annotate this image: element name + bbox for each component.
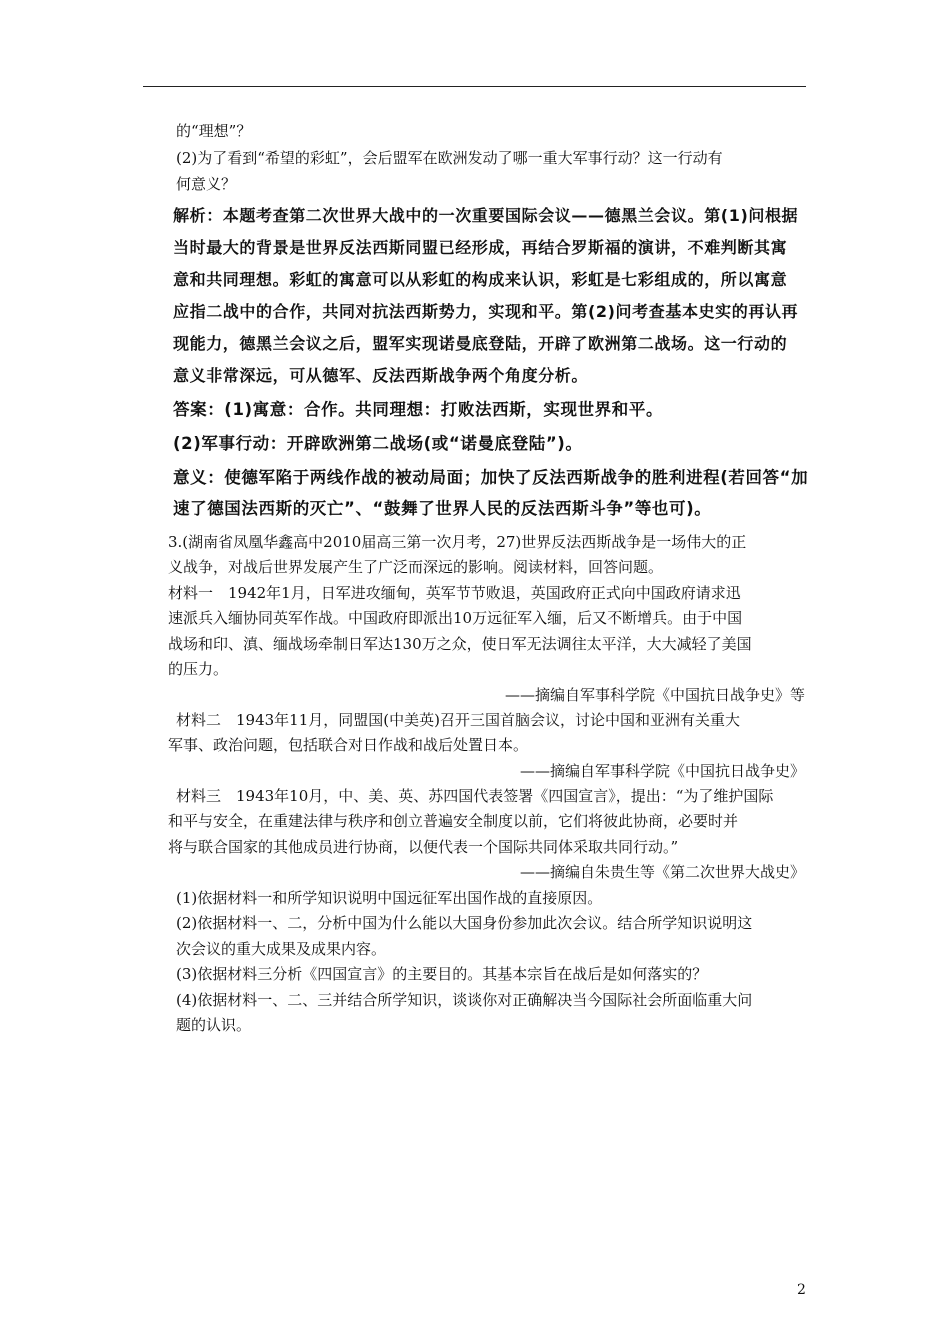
answer-line: 速了德国法西斯的灭亡”、“鼓舞了世界人民的反法西斯斗争”等也可)。 xyxy=(173,499,712,518)
material-source: ——摘编自军事科学院《中国抗日战争史》等 xyxy=(504,686,805,704)
material-line: 速派兵入缅协同英军作战。中国政府即派出10万远征军入缅，后又不断增兵。由于中国 xyxy=(168,609,743,627)
sub-question: (3)依据材料三分析《四国宣言》的主要目的。其基本宗旨在战后是如何落实的？ xyxy=(176,965,708,983)
question-text: (2)为了看到“希望的彩虹”，会后盟军在欧洲发动了哪一重大军事行动？这一行动有 xyxy=(176,149,723,167)
material-line: 军事、政治问题，包括联合对日作战和战后处置日本。 xyxy=(168,736,529,754)
analysis-line: 当时最大的背景是世界反法西斯同盟已经形成，再结合罗斯福的演讲，不难判断其寓 xyxy=(173,238,788,257)
sub-question: (2)依据材料一、二，分析中国为什么能以大国身份参加此次会议。结合所学知识说明这 xyxy=(176,914,753,932)
sub-question: (4)依据材料一、二、三并结合所学知识，谈谈你对正确解决当今国际社会所面临重大问 xyxy=(176,991,753,1009)
answer-line: 意义：使德军陷于两线作战的被动局面；加快了反法西斯战争的胜利进程(若回答“加 xyxy=(173,468,809,487)
page-number: 2 xyxy=(797,1282,806,1298)
question-text: 的“理想”？ xyxy=(176,122,252,140)
answer-line: 答案：(1)寓意：合作。共同理想：打败法西斯，实现世界和平。 xyxy=(173,400,664,419)
sub-question: (1)依据材料一和所学知识说明中国远征军出国作战的直接原因。 xyxy=(176,889,603,907)
material-line: 将与联合国家的其他成员进行协商，以便代表一个国际共同体采取共同行动。” xyxy=(168,838,679,856)
analysis-line: 现能力，德黑兰会议之后，盟军实现诺曼底登陆，开辟了欧洲第二战场。这一行动的 xyxy=(173,334,788,353)
material-line: 和平与安全，在重建法律与秩序和创立普遍安全制度以前，它们将彼此协商，必要时并 xyxy=(168,812,739,830)
question3-intro: 3.(湖南省凤凰华鑫高中2010届高三第一次月考，27)世界反法西斯战争是一场伟大的正 xyxy=(168,533,747,551)
material-source: ——摘编自军事科学院《中国抗日战争史》 xyxy=(519,762,805,780)
material-line: 战场和印、滇、缅战场牵制日军达130万之众，使日军无法调往太平洋，大大减轻了美国 xyxy=(168,635,752,653)
question3-intro: 义战争，对战后世界发展产生了广泛而深远的影响。阅读材料，回答问题。 xyxy=(168,558,664,576)
analysis-line: 解析：本题考查第二次世界大战中的一次重要国际会议——德黑兰会议。第(1)问根据 xyxy=(173,206,799,225)
material-line: 材料一 1942年1月，日军进攻缅甸，英军节节败退，英国政府正式向中国政府请求迅 xyxy=(168,584,741,602)
material-line: 材料二 1943年11月，同盟国(中美英)召开三国首脑会议，讨论中国和亚洲有关重大 xyxy=(176,711,740,729)
material-line: 的压力。 xyxy=(168,660,229,678)
sub-question: 题的认识。 xyxy=(176,1016,252,1034)
question-text: 何意义？ xyxy=(176,175,237,193)
material-line: 材料三 1943年10月，中、美、英、苏四国代表签署《四国宣言》，提出：“为了维护国际 xyxy=(176,787,774,805)
material-source: ——摘编自朱贵生等《第二次世界大战史》 xyxy=(519,863,805,881)
sub-question: 次会议的重大成果及成果内容。 xyxy=(176,940,387,958)
analysis-line: 意和共同理想。彩虹的寓意可以从彩虹的构成来认识，彩虹是七彩组成的，所以寓意 xyxy=(173,270,788,289)
analysis-line: 应指二战中的合作，共同对抗法西斯势力，实现和平。第(2)问考查基本史实的再认再 xyxy=(173,302,799,321)
answer-line: (2)军事行动：开辟欧洲第二战场(或“诺曼底登陆”)。 xyxy=(173,434,583,453)
analysis-line: 意义非常深远，可从德军、反法西斯战争两个角度分析。 xyxy=(173,366,589,385)
header-rule xyxy=(143,86,806,87)
